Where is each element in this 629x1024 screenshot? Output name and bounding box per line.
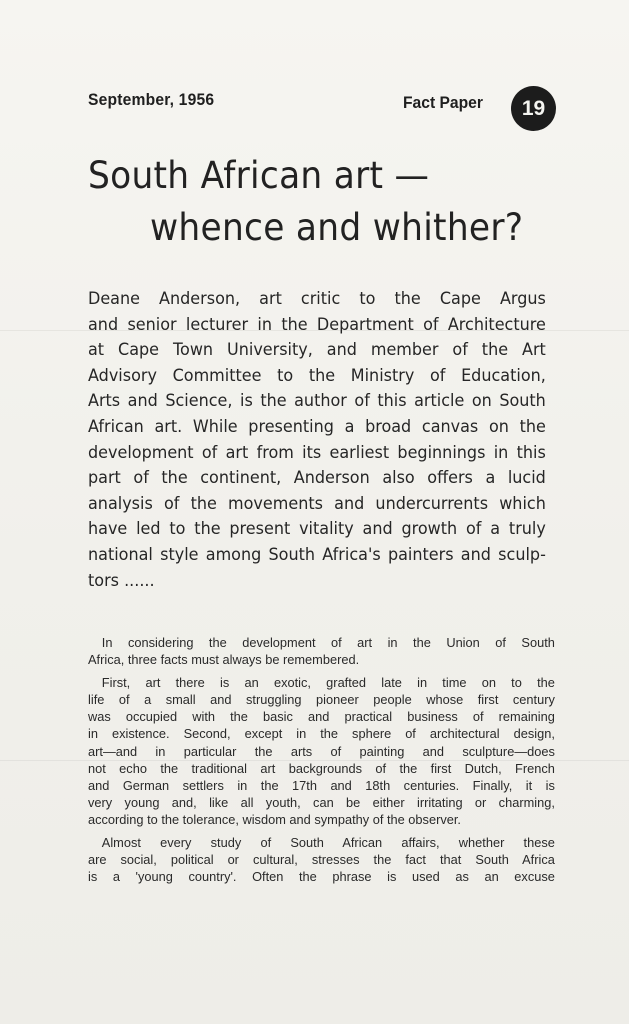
body-line: according to the tolerance, wisdom and sympathy of the observer. [88,811,461,827]
body-line: First, art there is an exotic, grafted late in time on to the [101,675,555,691]
body-line: was occupied with the basic and practical business of remaining [88,709,555,725]
intro-line: at Cape Town University, and member of the Art [88,340,546,360]
intro-line: Arts and Science, is the author of this article on South [88,391,546,411]
article-body [88,634,562,885]
intro-line: development of art from its earliest beginnings in this [88,442,546,462]
intro-line: and senior lecturer in the Department of Architecture [88,314,546,334]
intro-line: analysis of the movements and undercurrents which [88,493,546,513]
article-title-line-1: South African art — [88,154,430,197]
body-line: and German settlers in the 17th and 18th centuries. Finally, it is [88,777,555,793]
fact-paper-label: Fact Paper [403,93,483,112]
publication-date: September, 1956 [88,90,215,109]
article-title-line-2: whence and whither? [150,206,524,249]
body-line: are social, political or cultural, stresses the fact that South Africa [88,852,555,868]
intro-line: tors ...... [88,570,155,590]
intro-line: Advisory Committee to the Ministry of Education, [88,365,546,385]
intro-line: national style among South Africa's painters and sculp- [88,544,546,564]
body-line: In considering the development of art in the Union of South [101,635,555,650]
body-line: Africa, three facts must always be remembered. [88,652,360,668]
intro-line: Deane Anderson, art critic to the Cape Argus [88,289,546,308]
body-line: not echo the traditional art backgrounds of the first Dutch, French [88,760,555,776]
body-line: is a 'young country'. Often the phrase is used as an excuse [88,869,555,885]
intro-line: have led to the present vitality and growth of a truly [88,519,546,539]
intro-line: part of the continent, Anderson also offers a lucid [88,468,546,488]
body-line: in existence. Second, except in the sphere of architectural design, [88,726,555,742]
body-line: Almost every study of South African affairs, whether these [101,835,555,851]
intro-line: African art. While presenting a broad canvas on the [88,416,546,436]
body-line: life of a small and struggling pioneer people whose first century [88,692,555,708]
article-intro [88,286,560,593]
fact-paper-number-badge: 19 [511,86,556,131]
body-line: art—and in particular the arts of painting and sculpture—does [88,743,555,759]
body-line: very young and, like all youth, can be either irritating or charming, [88,794,555,810]
